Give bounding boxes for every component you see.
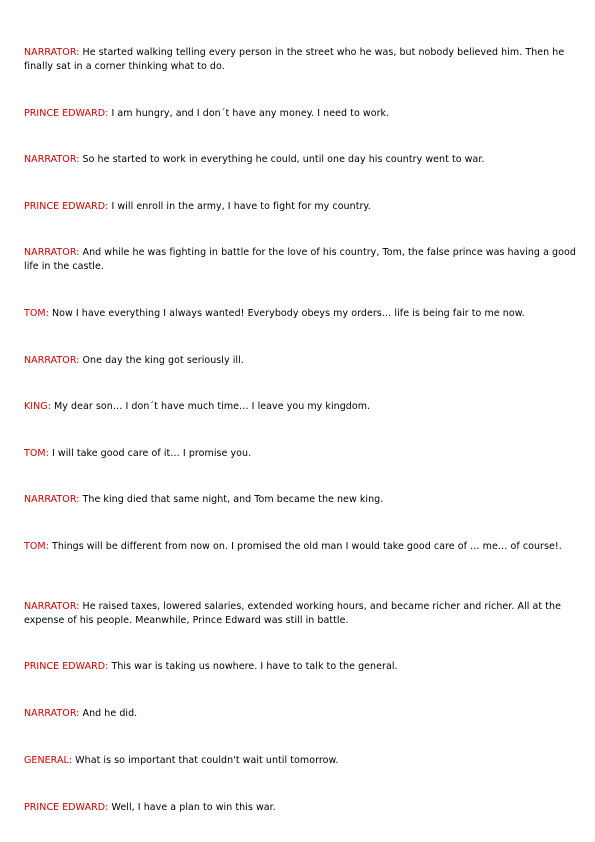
dialogue-text: This war is taking us nowhere. I have to talk to the general. (108, 661, 398, 672)
speaker-name: PRINCE EDWARD (24, 802, 106, 813)
dialogue-text: So he started to work in everything he could, until one day his country went to war. (79, 154, 485, 165)
speaker-separator: : (45, 308, 49, 319)
dialogue-text: And he did. (79, 708, 138, 719)
speaker-name: TOM (24, 308, 46, 319)
speaker-separator: : (76, 494, 80, 505)
speaker-separator: : (76, 601, 80, 612)
script-line (24, 46, 576, 73)
speaker-name: PRINCE EDWARD (24, 201, 106, 212)
script-line (24, 540, 576, 554)
dialogue-text: He started walking telling every person in the street who he was, but nobody believed him. Then he finally sat in a corner thinking what to do. (24, 47, 565, 72)
script-line (24, 246, 576, 273)
speaker-name: NARRATOR (24, 154, 77, 165)
dialogue-text: I will take good care of it… I promise you. (48, 448, 252, 459)
speaker-separator: : (76, 47, 80, 58)
speaker-name: GENERAL (24, 755, 69, 766)
speaker-name: NARRATOR (24, 708, 77, 719)
speaker-separator: : (76, 708, 80, 719)
dialogue-text: My dear son… I don´t have much time… I leave you my kingdom. (50, 401, 371, 412)
dialogue-text: I will enroll in the army, I have to fight for my country. (108, 201, 371, 212)
speaker-name: NARRATOR (24, 247, 77, 258)
script-line (24, 707, 576, 721)
script-line (24, 447, 576, 461)
script-line (24, 660, 576, 674)
dialogue-text: And while he was fighting in battle for the love of his country, Tom, the false prince was having a good life in the castle. (24, 247, 576, 272)
speaker-name: KING (24, 401, 48, 412)
speaker-name: PRINCE EDWARD (24, 108, 106, 119)
speaker-separator: : (47, 401, 51, 412)
script-line (24, 600, 576, 627)
dialogue-text: Now I have everything I always wanted! Everybody obeys my orders… life is being fair to me now. (48, 308, 525, 319)
dialogue-text: He raised taxes, lowered salaries, extended working hours, and became richer and richer. All at the expense of his people. Meanwhile, Prince Edward was still in battle. (24, 601, 561, 626)
script-line (24, 354, 576, 368)
speaker-separator: : (76, 247, 80, 258)
speaker-separator: : (105, 108, 109, 119)
script-line (24, 400, 576, 414)
speaker-separator: : (45, 448, 49, 459)
script-line (24, 153, 576, 167)
speaker-separator: : (68, 755, 73, 766)
script-line (24, 107, 576, 121)
script-line (24, 307, 576, 321)
script-line (24, 754, 576, 768)
speaker-name: NARRATOR (24, 601, 77, 612)
speaker-separator: : (105, 802, 109, 813)
dialogue-text: One day the king got seriously ill. (79, 355, 244, 366)
speaker-name: TOM (24, 541, 46, 552)
speaker-separator: : (45, 541, 49, 552)
speaker-separator: : (76, 154, 80, 165)
script-line (24, 801, 576, 815)
dialogue-text: I am hungry, and I don´t have any money. I need to work. (108, 108, 390, 119)
dialogue-text: Things will be different from now on. I promised the old man I would take good care of … me… of course!. (48, 541, 562, 552)
speaker-name: NARRATOR (24, 355, 77, 366)
speaker-name: PRINCE EDWARD (24, 661, 106, 672)
script-line (24, 493, 576, 507)
speaker-separator: : (105, 201, 109, 212)
speaker-name: NARRATOR (24, 47, 77, 58)
script-line (24, 200, 576, 214)
dialogue-text: What is so important that couldn't wait until tomorrow. (72, 755, 339, 766)
dialogue-text: The king died that same night, and Tom became the new king. (79, 494, 384, 505)
speaker-separator: : (76, 355, 80, 366)
dialogue-text: Well, I have a plan to win this war. (108, 802, 276, 813)
speaker-separator: : (105, 661, 109, 672)
speaker-name: TOM (24, 448, 46, 459)
speaker-name: NARRATOR (24, 494, 77, 505)
